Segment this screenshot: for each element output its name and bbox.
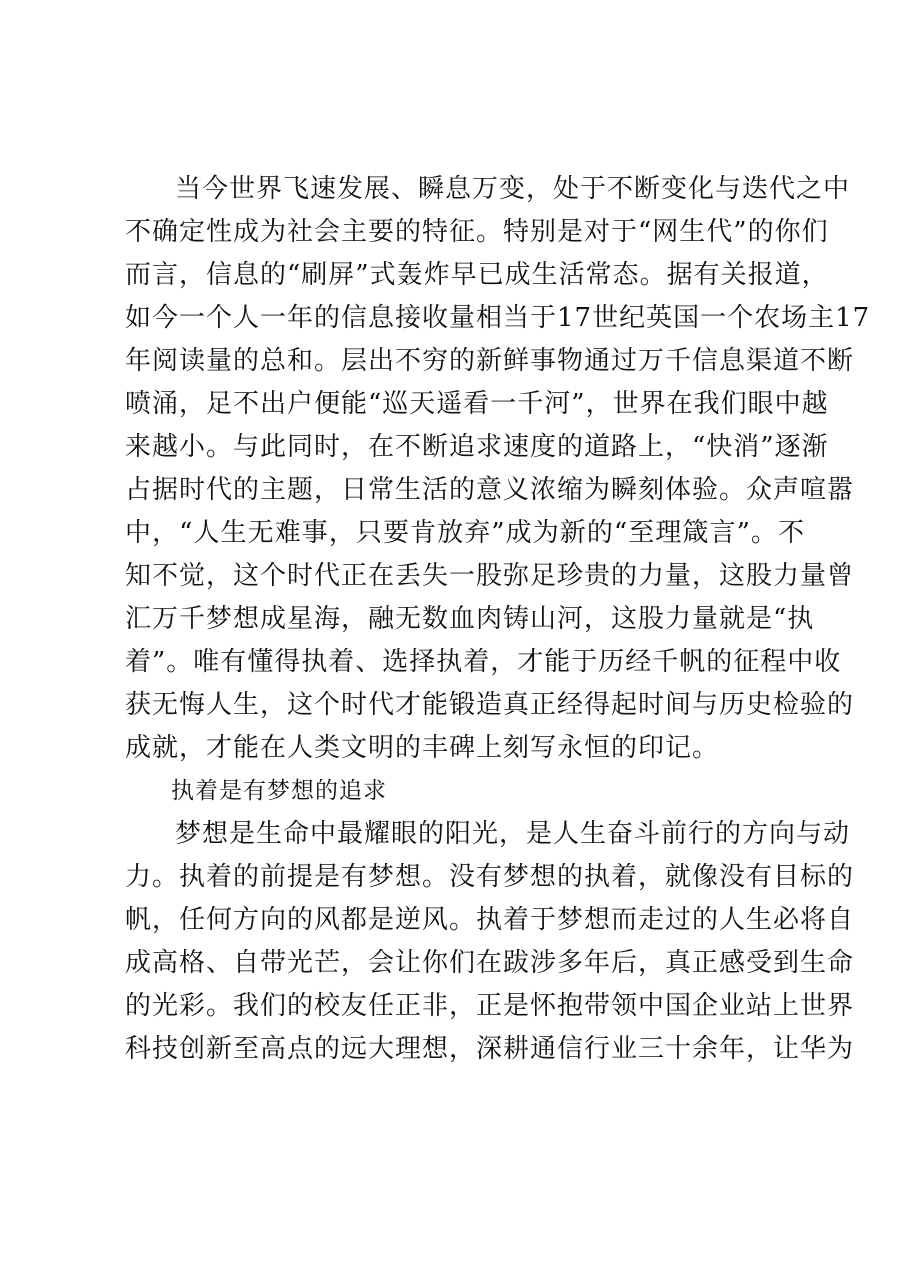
paragraph-line: 不确定性成为社会主要的特征。特别是对于“网生代”的你们 — [125, 217, 829, 247]
paragraph-line: 力。执着的前提是有梦想。没有梦想的执着，就像没有目标的 — [125, 862, 855, 892]
section-heading: 执着是有梦想的追求 — [171, 778, 387, 804]
document-body — [125, 168, 871, 1071]
paragraph-line: 汇万千梦想成星海，融无数血肉铸山河，这股力量就是“执 — [125, 604, 815, 634]
paragraph-line: 占据时代的主题，日常生活的意义浓缩为瞬刻体验。众声喧嚣 — [125, 475, 855, 505]
paragraph-line: 年阅读量的总和。层出不穷的新鲜事物通过万千信息渠道不断 — [125, 346, 855, 376]
paragraph-line: 中，“人生无难事，只要肯放弃”成为新的“至理箴言”。不 — [125, 518, 805, 548]
paragraph-line: 来越小。与此同时，在不断追求速度的道路上，“快消”逐渐 — [125, 432, 829, 462]
paragraph-line: 梦想是生命中最耀眼的阳光，是人生奋斗前行的方向与动 — [175, 819, 851, 849]
paragraph-line: 当今世界飞速发展、瞬息万变，处于不断变化与迭代之中 — [175, 174, 851, 204]
paragraph-line: 知不觉，这个时代正在丢失一股弥足珍贵的力量，这股力量曾 — [125, 561, 855, 591]
paragraph-line: 获无悔人生，这个时代才能锻造真正经得起时间与历史检验的 — [125, 690, 855, 720]
paragraph-line: 而言，信息的“刷屏”式轰炸早已成生活常态。据有关报道， — [125, 260, 829, 290]
paragraph-line: 成高格、自带光芒，会让你们在跋涉多年后，真正感受到生命 — [125, 948, 855, 978]
paragraph-line: 的光彩。我们的校友任正非，正是怀抱带领中国企业站上世界 — [125, 991, 855, 1021]
paragraph-line: 喷涌，足不出户便能“巡天遥看一千河”，世界在我们眼中越 — [125, 389, 829, 419]
paragraph-line: 成就，才能在人类文明的丰碑上刻写永恒的印记。 — [125, 733, 720, 763]
paragraph-line: 如今一个人一年的信息接收量相当于17世纪英国一个农场主17 — [125, 303, 871, 333]
paragraph-line: 科技创新至高点的远大理想，深耕通信行业三十余年，让华为 — [125, 1034, 855, 1064]
paragraph-line: 着”。唯有懂得执着、选择执着，才能于历经千帆的征程中收 — [125, 647, 842, 677]
paragraph-line: 帆，任何方向的风都是逆风。执着于梦想而走过的人生必将自 — [125, 905, 855, 935]
